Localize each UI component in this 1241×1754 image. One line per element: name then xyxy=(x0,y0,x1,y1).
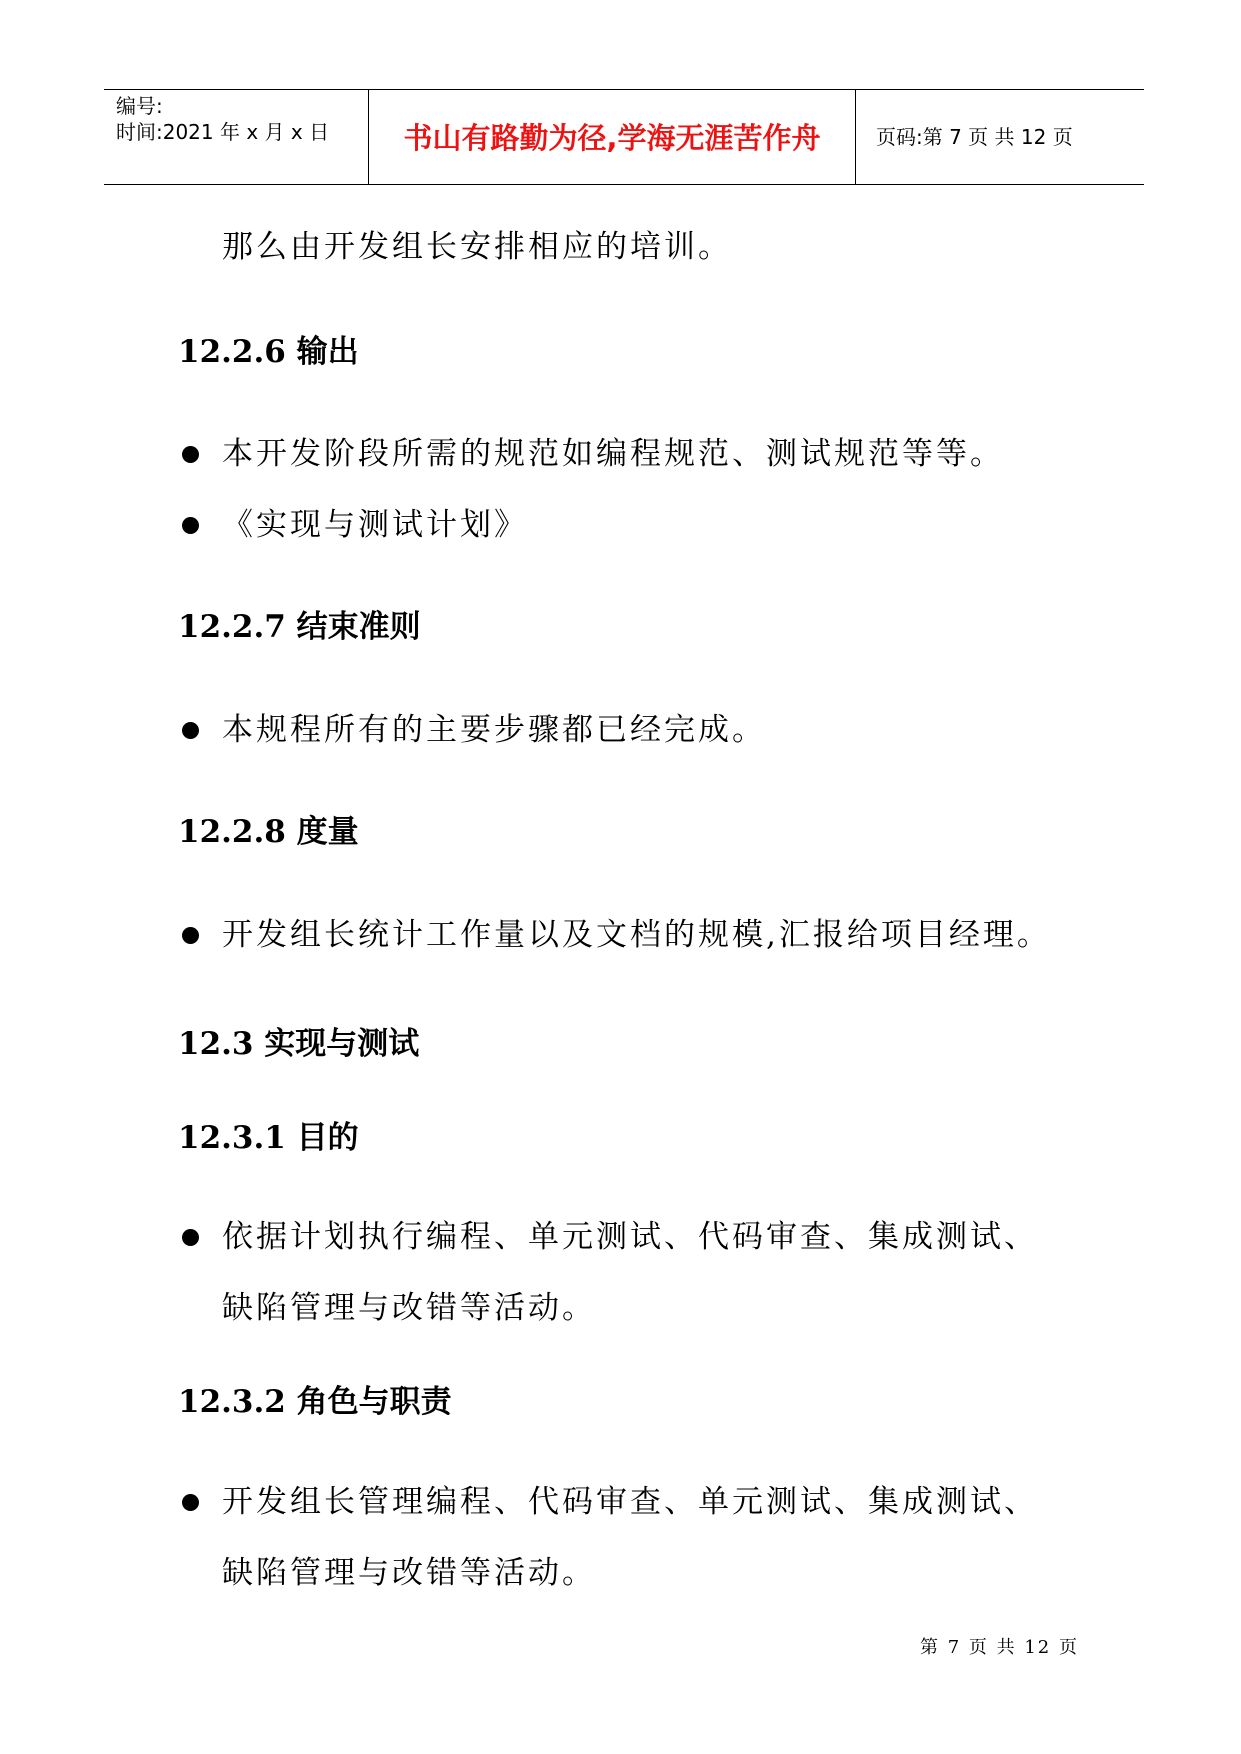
header-motto-cell xyxy=(368,90,856,184)
list-item-continuation: 缺陷管理与改错等活动。 xyxy=(222,1555,596,1591)
page-header xyxy=(104,89,1144,185)
date-label: 时间:2021 年 x 月 x 日 xyxy=(116,120,330,144)
list-item: 开发组长管理编程、代码审查、单元测试、集成测试、 xyxy=(222,1484,1038,1520)
list-item: 本开发阶段所需的规范如编程规范、测试规范等等。 xyxy=(222,436,1004,472)
bullet-icon xyxy=(182,722,199,739)
section-heading-12-3: 12.3 实现与测试 xyxy=(178,1026,420,1062)
list-item: 依据计划执行编程、单元测试、代码审查、集成测试、 xyxy=(222,1219,1038,1255)
list-item: 开发组长统计工作量以及文档的规模,汇报给项目经理。 xyxy=(222,917,1051,953)
bullet-icon xyxy=(182,1229,199,1246)
bullet-icon xyxy=(182,517,199,534)
section-heading-12-2-7: 12.2.7 结束准则 xyxy=(178,609,421,645)
section-heading-12-2-6: 12.2.6 输出 xyxy=(178,334,359,370)
header-info-cell xyxy=(104,90,368,184)
bullet-icon xyxy=(182,1494,199,1511)
intro-paragraph: 那么由开发组长安排相应的培训。 xyxy=(222,229,732,265)
page-footer: 第 7 页 共 12 页 xyxy=(920,1637,1079,1658)
header-page-cell xyxy=(856,90,1144,184)
list-item: 本规程所有的主要步骤都已经完成。 xyxy=(222,712,766,748)
bullet-icon xyxy=(182,927,199,944)
list-item-continuation: 缺陷管理与改错等活动。 xyxy=(222,1290,596,1326)
section-heading-12-3-1: 12.3.1 目的 xyxy=(178,1120,359,1156)
page-number-label: 页码:第 7 页 共 12 页 xyxy=(876,125,1073,149)
section-heading-12-3-2: 12.3.2 角色与职责 xyxy=(178,1384,452,1420)
bullet-icon xyxy=(182,446,199,463)
motto-text: 书山有路勤为径,学海无涯苦作舟 xyxy=(403,121,821,155)
list-item: 《实现与测试计划》 xyxy=(222,507,528,543)
serial-number-label: 编号: xyxy=(116,94,163,118)
section-heading-12-2-8: 12.2.8 度量 xyxy=(178,814,359,850)
